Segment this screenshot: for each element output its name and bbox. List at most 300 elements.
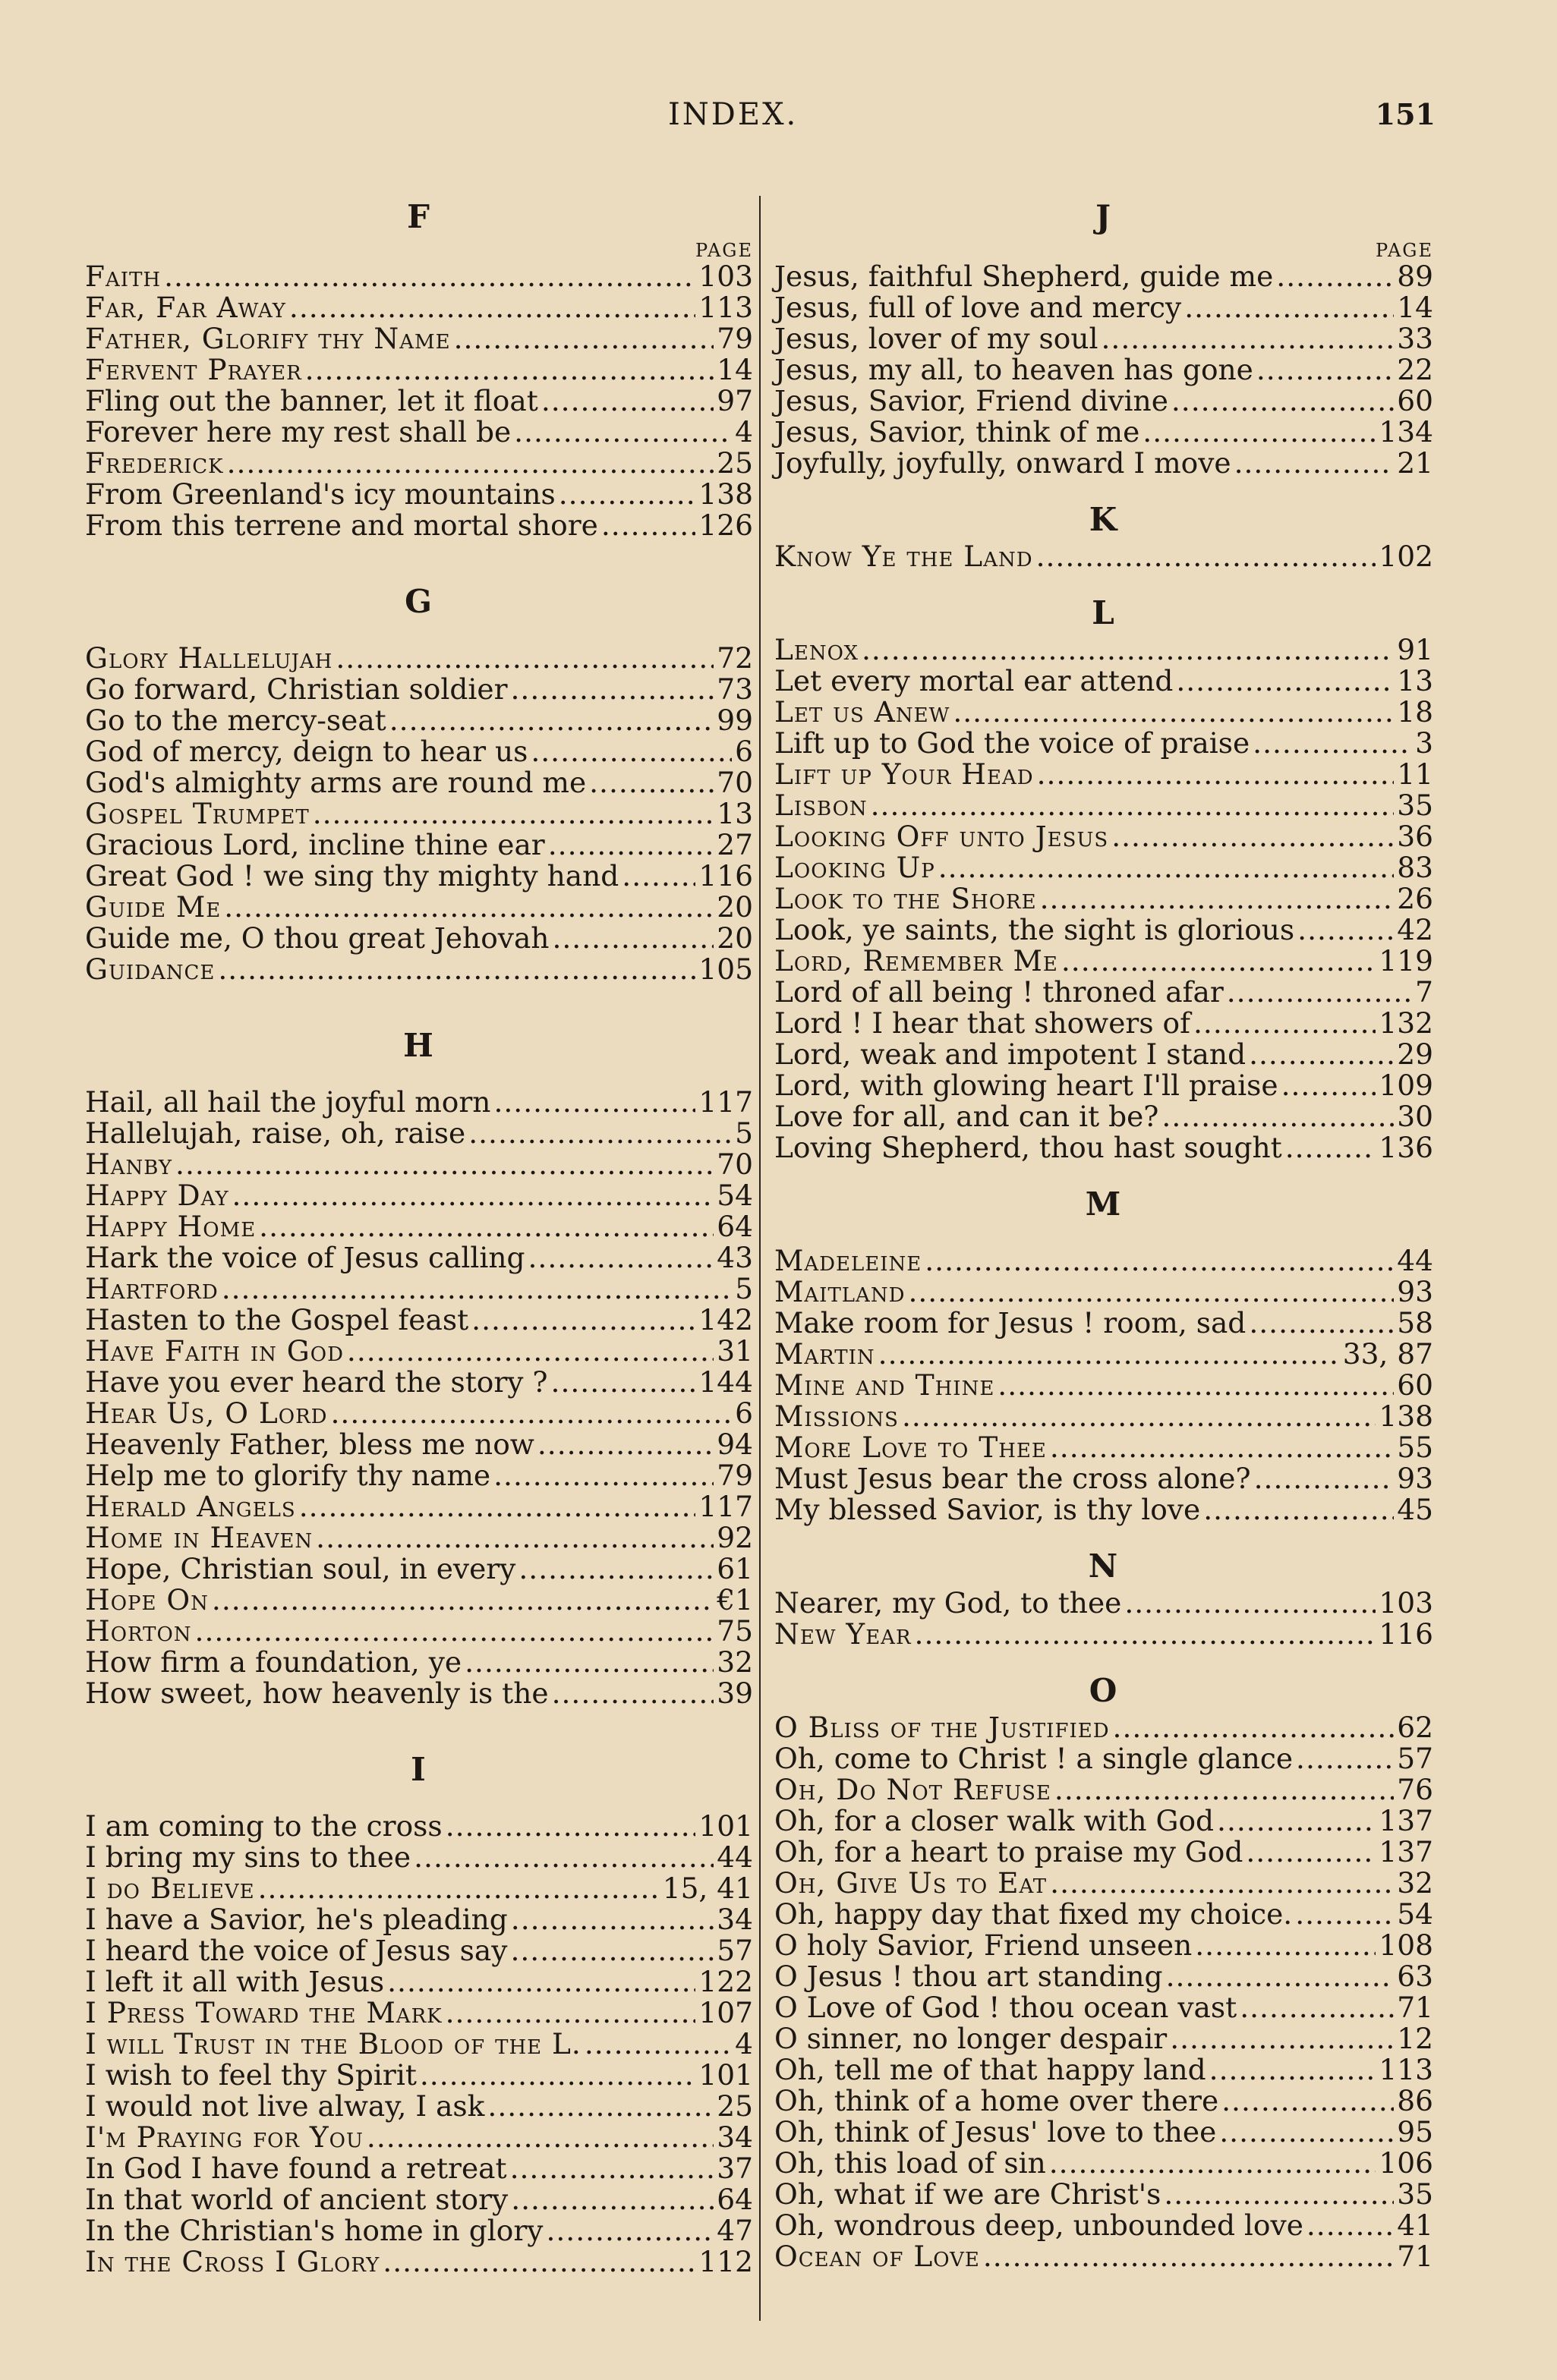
entry-page-number: 58 [1397, 1306, 1433, 1340]
dot-leader [1170, 2023, 1394, 2054]
index-entry [85, 736, 753, 767]
entry-title: Have Faith in God [85, 1334, 344, 1368]
entry-title: Home in Heaven [85, 1521, 314, 1554]
entry-page-number: 71 [1397, 2240, 1433, 2273]
entry-title: In the Cross I Glory [85, 2245, 380, 2278]
entry-page-number: 113 [698, 291, 753, 324]
index-entry [774, 790, 1433, 821]
dot-leader [383, 2246, 695, 2278]
index-entry [85, 1811, 753, 1842]
section-i-entries [85, 1811, 753, 2278]
entry-title: Fervent Prayer [85, 353, 302, 386]
dot-leader [1249, 1039, 1394, 1070]
entry-title: Jesus, full of love and mercy [774, 291, 1182, 324]
entry-title: Hanby [85, 1148, 173, 1181]
entry-title: More Love to Thee [774, 1431, 1047, 1464]
section-letter-k: K [1089, 501, 1119, 538]
entry-page-number: 4 [735, 415, 753, 449]
entry-page-number: 64 [717, 1210, 753, 1243]
entry-title: Jesus, my all, to heaven has gone [774, 353, 1253, 386]
entry-title: Oh, for a closer walk with God [774, 1804, 1215, 1837]
entry-title: Let us Anew [774, 695, 950, 729]
index-entry [85, 1998, 753, 2029]
index-entry [85, 1087, 753, 1118]
entry-title: Oh, for a heart to praise my God [774, 1835, 1243, 1868]
dot-leader [953, 697, 1394, 728]
column-divider [759, 196, 761, 2321]
dot-leader [1285, 1132, 1376, 1163]
index-entry [85, 2215, 753, 2246]
entry-title: I bring my sins to thee [85, 1840, 411, 1874]
dot-leader [1036, 541, 1376, 572]
entry-page-number: 73 [717, 672, 753, 706]
entry-page-number: 117 [698, 1085, 753, 1119]
entry-page-number: 101 [698, 1809, 753, 1843]
dot-leader [1113, 1712, 1395, 1743]
section-letter-i: I [411, 1751, 427, 1788]
index-entry [85, 1678, 753, 1709]
section-n-entries [774, 1588, 1433, 1650]
entry-title: I have a Savior, he's pleading [85, 1903, 508, 1936]
dot-leader [601, 510, 696, 541]
entry-page-number: 64 [717, 2183, 753, 2216]
entry-page-number: 83 [1397, 851, 1433, 884]
entry-title: Ocean of Love [774, 2240, 980, 2273]
dot-leader [589, 767, 714, 798]
dot-leader [1164, 2179, 1394, 2210]
index-entry [85, 1554, 753, 1585]
index-entry [774, 1899, 1433, 1930]
dot-leader [1161, 1101, 1394, 1132]
entry-title: From this terrene and mortal shore [85, 508, 598, 542]
page-column-label: PAGE [695, 240, 753, 261]
index-entry [85, 1336, 753, 1367]
entry-title: I am coming to the cross [85, 1809, 443, 1843]
index-entry [774, 2241, 1433, 2272]
index-entry [774, 1805, 1433, 1837]
entry-page-number: 44 [1397, 1244, 1433, 1277]
entry-title: Oh, happy day that fixed my choice. [774, 1897, 1293, 1931]
page-column-label: PAGE [1376, 240, 1433, 261]
dot-leader [1054, 1774, 1394, 1805]
entry-page-number: 30 [1397, 1100, 1433, 1133]
entry-title: Oh, what if we are Christ's [774, 2177, 1161, 2211]
entry-page-number: 72 [717, 641, 753, 675]
entry-page-number: 142 [698, 1303, 753, 1336]
entry-title: Great God ! we sing thy mighty hand [85, 859, 619, 892]
dot-leader [938, 852, 1395, 883]
entry-title: Mine and Thine [774, 1368, 995, 1402]
entry-title: I will Trust in the Blood of the L. [85, 2027, 582, 2060]
index-entry [85, 2060, 753, 2091]
section-j-entries [774, 261, 1433, 479]
index-entry [774, 354, 1433, 386]
dot-leader [1050, 1868, 1394, 1899]
entry-title: Jesus, faithful Shepherd, guide me [774, 260, 1274, 293]
entry-page-number: 103 [698, 260, 753, 293]
entry-title: Hartford [85, 1272, 219, 1305]
entry-page-number: 70 [717, 766, 753, 799]
dot-leader [1193, 1008, 1376, 1039]
index-entry [774, 2179, 1433, 2210]
page-title: INDEX. [668, 97, 799, 132]
index-entry [774, 883, 1433, 915]
dot-leader [541, 386, 714, 417]
entry-title: Jesus, Savior, think of me [774, 415, 1140, 449]
entry-title: Lift up to God the voice of praise [774, 726, 1250, 760]
dot-leader [1306, 2210, 1394, 2241]
entry-title: Love for all, and can it be? [774, 1100, 1159, 1133]
dot-leader [1184, 292, 1394, 323]
entry-page-number: 5 [735, 1272, 753, 1305]
dot-leader [925, 1245, 1394, 1277]
dot-leader [299, 1491, 696, 1522]
index-entry [85, 323, 753, 354]
index-entry [85, 798, 753, 830]
entry-page-number: 6 [735, 735, 753, 768]
entry-page-number: 33, 87 [1342, 1337, 1433, 1371]
dot-leader [305, 354, 714, 386]
dot-leader [862, 634, 1394, 666]
entry-title: Jesus, Savior, Friend divine [774, 384, 1168, 417]
index-entry [85, 861, 753, 892]
entry-page-number: 14 [1397, 291, 1433, 324]
dot-leader [511, 1904, 714, 1935]
entry-title: Glory Hallelujah [85, 641, 333, 675]
entry-title: O holy Savior, Friend unseen [774, 1928, 1193, 1962]
index-entry [774, 759, 1433, 790]
entry-page-number: 137 [1379, 1835, 1433, 1868]
entry-page-number: 62 [1397, 1711, 1433, 1744]
index-entry [85, 705, 753, 736]
index-entry [774, 1401, 1433, 1432]
entry-page-number: 105 [698, 952, 753, 986]
dot-leader [908, 1277, 1394, 1308]
dot-leader [195, 1616, 714, 1647]
entry-page-number: 42 [1397, 913, 1433, 946]
entry-page-number: 108 [1379, 1928, 1433, 1962]
dot-leader [510, 1935, 714, 1966]
entry-title: I wish to feel thy Spirit [85, 2058, 417, 2092]
index-entry [774, 417, 1433, 448]
entry-title: Lord, weak and impotent I stand [774, 1037, 1247, 1071]
index-entry [774, 977, 1433, 1008]
dot-leader [227, 448, 714, 479]
index-entry [774, 1494, 1433, 1525]
entry-page-number: 7 [1415, 975, 1433, 1009]
index-entry [85, 386, 753, 417]
dot-leader [331, 1398, 733, 1429]
entry-title: Hope On [85, 1583, 209, 1617]
dot-leader [471, 1305, 695, 1336]
entry-title: Hope, Christian soul, in every [85, 1552, 516, 1585]
entry-page-number: 94 [717, 1428, 753, 1461]
entry-page-number: 70 [717, 1148, 753, 1181]
entry-page-number: 99 [717, 704, 753, 737]
entry-title: I would not live alway, I ask [85, 2089, 485, 2123]
dot-leader [493, 1087, 695, 1118]
entry-title: Hallelujah, raise, oh, raise [85, 1116, 466, 1150]
dot-leader [1050, 1432, 1394, 1463]
entry-title: O Bliss of the Justified [774, 1711, 1110, 1744]
dot-leader [1253, 728, 1412, 759]
entry-page-number: 89 [1397, 260, 1433, 293]
entry-title: From Greenland's icy mountains [85, 477, 556, 511]
entry-title: Oh, Give Us to Eat [774, 1866, 1048, 1900]
dot-leader [414, 1842, 714, 1873]
dot-leader [232, 1180, 714, 1211]
index-entry [774, 728, 1433, 759]
entry-page-number: 47 [717, 2214, 753, 2247]
entry-page-number: 20 [717, 921, 753, 955]
entry-page-number: 37 [717, 2152, 753, 2185]
index-entry [774, 1961, 1433, 1992]
entry-title: I do Believe [85, 1872, 255, 1905]
entry-page-number: 25 [717, 2089, 753, 2123]
entry-title: Have you ever heard the story ? [85, 1365, 548, 1399]
entry-page-number: 5 [735, 1116, 753, 1150]
dot-leader [1217, 1805, 1376, 1837]
entry-title: Guide Me [85, 890, 222, 924]
dot-leader [367, 2122, 714, 2153]
dot-leader [1297, 915, 1394, 946]
dot-leader [1221, 2086, 1394, 2117]
dot-leader [915, 1619, 1376, 1650]
dot-leader [622, 861, 695, 892]
entry-page-number: 45 [1397, 1493, 1433, 1526]
index-entry [85, 448, 753, 479]
entry-title: Make room for Jesus ! room, sad [774, 1306, 1247, 1340]
entry-page-number: 79 [717, 322, 753, 355]
entry-page-number: 71 [1397, 1991, 1433, 2024]
index-entry [85, 1935, 753, 1966]
index-entry [774, 1008, 1433, 1039]
index-entry [85, 1904, 753, 1935]
index-entry [774, 2023, 1433, 2054]
index-entry [774, 1308, 1433, 1339]
entry-title: Lord ! I hear that showers of [774, 1006, 1190, 1040]
dot-leader [1295, 1899, 1394, 1930]
index-entry [85, 1585, 753, 1616]
entry-title: Lisbon [774, 789, 868, 822]
dot-leader [1203, 1494, 1394, 1525]
entry-page-number: 91 [1397, 633, 1433, 666]
dot-leader [1256, 354, 1394, 386]
entry-page-number: 106 [1379, 2146, 1433, 2180]
dot-leader [511, 2184, 714, 2215]
index-entry [774, 2210, 1433, 2241]
entry-page-number: 102 [1379, 540, 1433, 573]
index-entry [85, 1966, 753, 1998]
entry-page-number: 29 [1397, 1037, 1433, 1071]
section-letter-j: J [1095, 198, 1112, 235]
dot-leader [1227, 977, 1412, 1008]
index-entry [774, 1868, 1433, 1899]
entry-title: Missions [774, 1399, 899, 1433]
index-entry [85, 1149, 753, 1180]
index-entry [774, 1743, 1433, 1774]
entry-title: Hear Us, O Lord [85, 1396, 328, 1430]
index-entry [85, 1616, 753, 1647]
entry-title: Hasten to the Gospel feast [85, 1303, 469, 1336]
index-entry [85, 1398, 753, 1429]
dot-leader [212, 1585, 714, 1616]
entry-page-number: 57 [717, 1934, 753, 1967]
entry-page-number: 122 [698, 1965, 753, 1998]
dot-leader [531, 736, 732, 767]
entry-page-number: 103 [1379, 1586, 1433, 1620]
index-entry [774, 1930, 1433, 1961]
index-entry [85, 1522, 753, 1554]
entry-page-number: 44 [717, 1840, 753, 1874]
entry-title: Maitland [774, 1275, 906, 1308]
dot-leader [258, 1873, 660, 1904]
section-k-entries [774, 541, 1433, 572]
dot-leader [222, 1273, 732, 1305]
entry-page-number: 112 [698, 2245, 753, 2278]
entry-page-number: €1 [717, 1583, 753, 1617]
dot-leader [259, 1211, 714, 1242]
section-f-entries [85, 261, 753, 541]
index-entry [85, 1873, 753, 1904]
entry-title: I'm Praying for You [85, 2120, 364, 2154]
entry-page-number: 41 [1397, 2208, 1433, 2242]
index-entry [774, 634, 1433, 666]
entry-page-number: 54 [1397, 1897, 1433, 1931]
entry-page-number: 35 [1397, 2177, 1433, 2211]
dot-leader [528, 1242, 714, 1273]
index-entry [85, 354, 753, 386]
entry-title: Guide me, O thou great Jehovah [85, 921, 550, 955]
entry-title: Help me to glorify thy name [85, 1459, 491, 1492]
entry-page-number: 54 [717, 1179, 753, 1212]
entry-page-number: 79 [717, 1459, 753, 1492]
index-entry [85, 1842, 753, 1873]
entry-page-number: 60 [1397, 1368, 1433, 1402]
index-entry [85, 2122, 753, 2153]
running-head [0, 97, 1557, 143]
entry-title: O Love of God ! thou ocean vast [774, 1991, 1237, 2024]
entry-title: Forever here my rest shall be [85, 415, 512, 449]
index-entry [85, 1242, 753, 1273]
entry-page-number: 6 [735, 1396, 753, 1430]
entry-title: Horton [85, 1614, 192, 1648]
entry-title: How firm a foundation, ye [85, 1645, 462, 1679]
dot-leader [548, 830, 714, 861]
index-entry [774, 1070, 1433, 1101]
entry-title: Go to the mercy-seat [85, 704, 386, 737]
dot-leader [551, 1367, 696, 1398]
dot-leader [289, 292, 696, 323]
dot-leader [389, 705, 714, 736]
dot-leader [468, 1118, 732, 1149]
index-entry [774, 1245, 1433, 1277]
entry-title: Oh, think of a home over there [774, 2084, 1219, 2117]
dot-leader [559, 479, 696, 510]
entry-page-number: 11 [1397, 757, 1433, 791]
dot-leader [1143, 417, 1376, 448]
entry-page-number: 138 [698, 477, 753, 511]
index-entry [774, 2054, 1433, 2086]
entry-title: In that world of ancient story [85, 2183, 509, 2216]
entry-page-number: 101 [698, 2058, 753, 2092]
entry-page-number: 113 [1379, 2053, 1433, 2086]
dot-leader [1171, 386, 1394, 417]
index-entry [774, 946, 1433, 977]
entry-title: My blessed Savior, is thy love [774, 1493, 1201, 1526]
entry-page-number: 34 [717, 2120, 753, 2154]
entry-title: Let every mortal ear attend [774, 664, 1174, 697]
entry-page-number: 93 [1397, 1275, 1433, 1308]
dot-leader [514, 417, 732, 448]
index-entry [774, 261, 1433, 292]
entry-page-number: 36 [1397, 820, 1433, 853]
dot-leader [175, 1149, 714, 1180]
entry-page-number: 14 [717, 353, 753, 386]
entry-title: Lord, with glowing heart I'll praise [774, 1069, 1278, 1102]
entry-page-number: 22 [1397, 353, 1433, 386]
entry-page-number: 35 [1397, 789, 1433, 822]
entry-page-number: 57 [1397, 1742, 1433, 1775]
dot-leader [902, 1401, 1376, 1432]
index-entry [774, 915, 1433, 946]
index-entry [774, 2117, 1433, 2148]
index-entry [85, 643, 753, 674]
index-entry [85, 292, 753, 323]
entry-title: Loving Shepherd, thou hast sought [774, 1131, 1282, 1164]
section-letter-h: H [403, 1027, 435, 1064]
entry-page-number: 116 [698, 859, 753, 892]
index-entry [774, 1992, 1433, 2023]
index-entry [85, 1180, 753, 1211]
entry-title: Madeleine [774, 1244, 922, 1277]
dot-leader [1276, 261, 1394, 292]
index-entry [774, 1432, 1433, 1463]
dot-leader [871, 790, 1395, 821]
dot-leader [164, 261, 695, 292]
section-letter-f: F [407, 198, 431, 235]
dot-leader [1209, 2054, 1376, 2086]
entry-page-number: 39 [717, 1676, 753, 1710]
entry-page-number: 20 [717, 890, 753, 924]
entry-page-number: 26 [1397, 882, 1433, 915]
right-column [774, 196, 1433, 2328]
left-column [85, 196, 753, 2328]
entry-title: Oh, tell me of that happy land [774, 2053, 1206, 2086]
index-entry [85, 923, 753, 954]
index-entry [85, 2246, 753, 2278]
entry-page-number: 33 [1397, 322, 1433, 355]
entry-title: God's almighty arms are round me [85, 766, 587, 799]
entry-page-number: 136 [1379, 1131, 1433, 1164]
entry-title: I left it all with Jesus [85, 1965, 385, 1998]
index-entry [774, 1277, 1433, 1308]
index-entry [85, 830, 753, 861]
index-entry [85, 2029, 753, 2060]
dot-leader [1281, 1070, 1376, 1101]
entry-page-number: 116 [1379, 1617, 1433, 1651]
entry-title: Faith [85, 260, 162, 293]
dot-leader [998, 1370, 1394, 1401]
section-h-entries [85, 1087, 753, 1709]
index-entry [85, 510, 753, 541]
entry-title: Father, Glorify thy Name [85, 322, 451, 355]
entry-page-number: 86 [1397, 2084, 1433, 2117]
index-entry [774, 1774, 1433, 1805]
index-entry [774, 448, 1433, 479]
index-entry [85, 1491, 753, 1522]
entry-page-number: 109 [1379, 1069, 1433, 1102]
